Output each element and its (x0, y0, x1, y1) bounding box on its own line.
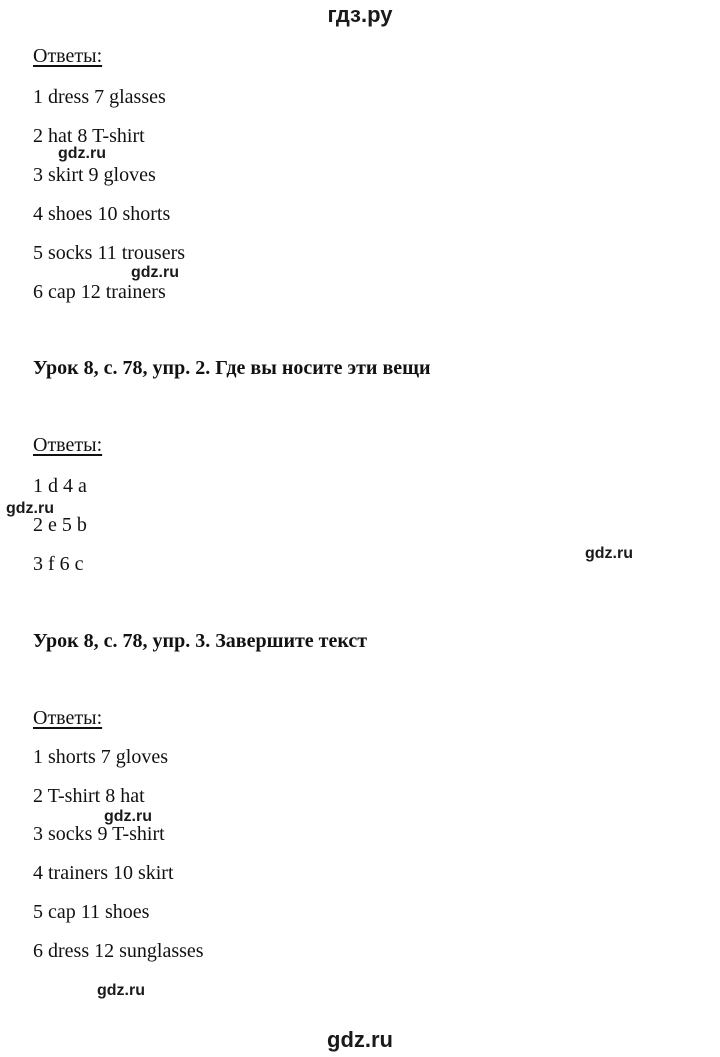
site-footer: gdz.ru (327, 1027, 393, 1052)
watermark: gdz.ru (97, 982, 145, 999)
answer-line: 1 shorts 7 gloves (33, 746, 168, 768)
answer-line: 3 f 6 c (33, 553, 84, 575)
answer-line: 6 cap 12 trainers (33, 281, 166, 303)
answer-line: 6 dress 12 sunglasses (33, 940, 204, 962)
answer-line: 2 T-shirt 8 hat (33, 785, 145, 807)
answer-line: 1 dress 7 glasses (33, 86, 166, 108)
answer-line: 2 e 5 b (33, 514, 87, 536)
watermark: gdz.ru (58, 145, 106, 162)
answer-line: 5 socks 11 trousers (33, 242, 186, 264)
site-header: гдз.ру (327, 2, 393, 27)
answer-line: 4 shoes 10 shorts (33, 203, 171, 225)
watermark: gdz.ru (131, 264, 179, 281)
answer-line: 2 hat 8 T-shirt (33, 125, 145, 147)
watermark: gdz.ru (104, 808, 152, 825)
answer-line: 5 cap 11 shoes (33, 901, 150, 923)
answers-label: Ответы: (33, 434, 103, 456)
exercise-heading: Урок 8, с. 78, упр. 3. Завершите текст (33, 630, 368, 652)
answer-line: 1 d 4 a (33, 475, 87, 497)
watermark: gdz.ru (6, 500, 54, 517)
answers-label: Ответы: (33, 707, 103, 729)
watermark: gdz.ru (585, 545, 633, 562)
answers-label: Ответы: (33, 45, 103, 67)
exercise-heading: Урок 8, с. 78, упр. 2. Где вы носите эти вещи (33, 357, 431, 379)
answer-line: 3 socks 9 T-shirt (33, 823, 165, 845)
answer-line: 4 trainers 10 skirt (33, 862, 174, 884)
answer-line: 3 skirt 9 gloves (33, 164, 156, 186)
